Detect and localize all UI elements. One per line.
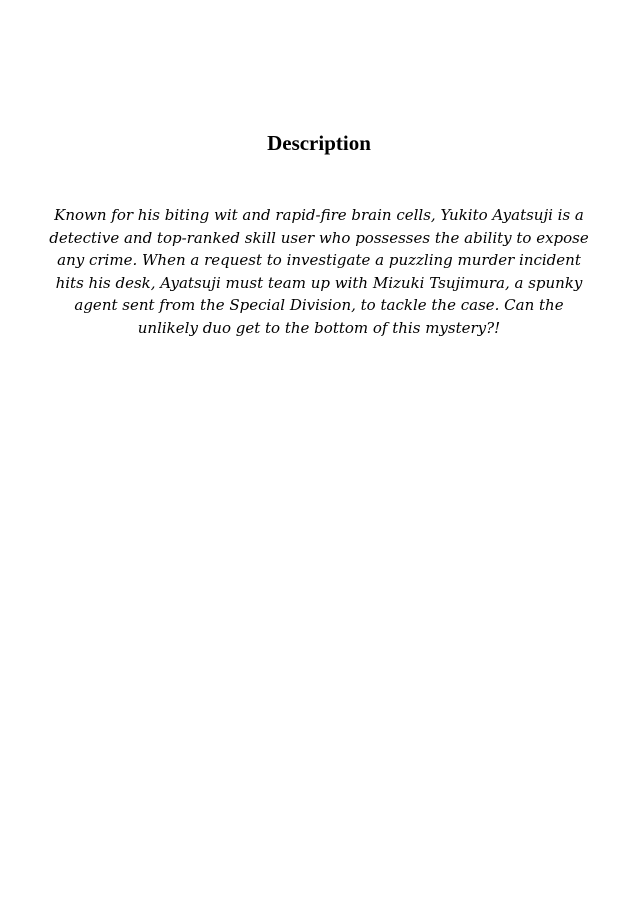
description-line: detective and top-ranked skill user who possesses the ability to expose xyxy=(49,228,589,247)
description-line: Known for his biting wit and rapid-fire brain cells, Yukito Ayatsuji is a xyxy=(54,206,584,224)
description-line: agent sent from the Special Division, to tackle the case. Can the xyxy=(74,296,564,315)
page-title: Description xyxy=(267,131,371,155)
description-line: hits his desk, Ayatsuji must team up with Mizuki Tsujimura, a spunky xyxy=(55,273,583,292)
description-line: any crime. When a request to investigate a puzzling murder incident xyxy=(57,251,581,270)
description-line: unlikely duo get to the bottom of this mystery?! xyxy=(137,318,501,337)
description-paragraph xyxy=(34,204,604,340)
